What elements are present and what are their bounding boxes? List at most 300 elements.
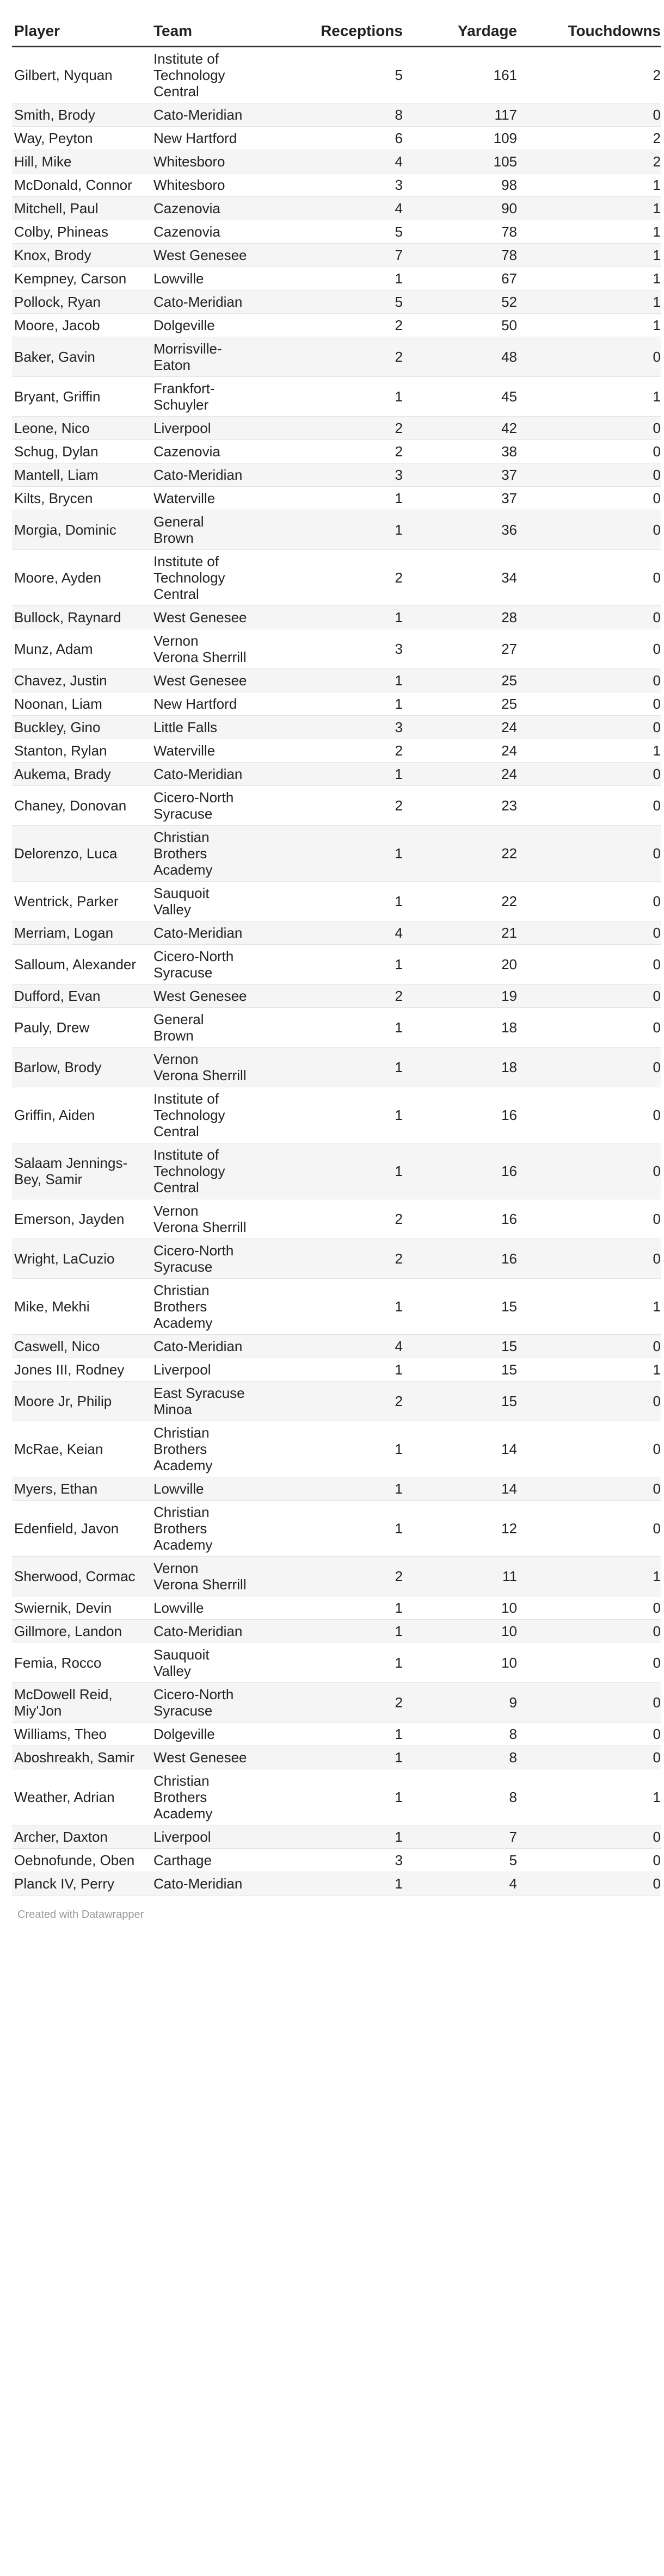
cell-receptions: 1 bbox=[251, 1643, 403, 1683]
cell-yardage: 10 bbox=[403, 1596, 517, 1620]
table-row bbox=[12, 510, 661, 550]
cell-yardage: 19 bbox=[403, 984, 517, 1008]
table-row bbox=[12, 1199, 661, 1239]
cell-touchdowns: 0 bbox=[517, 786, 661, 826]
cell-touchdowns: 0 bbox=[517, 550, 661, 606]
cell-yardage: 7 bbox=[403, 1825, 517, 1849]
cell-yardage: 109 bbox=[403, 127, 517, 150]
column-header-touchdowns[interactable]: Touchdowns bbox=[517, 16, 661, 47]
cell-touchdowns: 1 bbox=[517, 1769, 661, 1825]
cell-receptions: 1 bbox=[251, 1825, 403, 1849]
cell-team: Cato-Meridian bbox=[151, 763, 251, 786]
cell-player: Kempney, Carson bbox=[12, 267, 151, 290]
cell-touchdowns: 0 bbox=[517, 1199, 661, 1239]
table-row bbox=[12, 103, 661, 127]
cell-receptions: 1 bbox=[251, 945, 403, 984]
cell-touchdowns: 1 bbox=[517, 197, 661, 220]
cell-player: Baker, Gavin bbox=[12, 337, 151, 377]
cell-receptions: 5 bbox=[251, 290, 403, 314]
cell-receptions: 5 bbox=[251, 220, 403, 244]
cell-yardage: 52 bbox=[403, 290, 517, 314]
cell-team: Vernon Verona Sherrill bbox=[151, 1048, 251, 1087]
cell-touchdowns: 1 bbox=[517, 314, 661, 337]
table-row bbox=[12, 1501, 661, 1557]
cell-yardage: 16 bbox=[403, 1239, 517, 1279]
cell-team: West Genesee bbox=[151, 669, 251, 692]
cell-team: New Hartford bbox=[151, 692, 251, 716]
cell-yardage: 21 bbox=[403, 921, 517, 945]
cell-yardage: 78 bbox=[403, 244, 517, 267]
table-row bbox=[12, 786, 661, 826]
cell-receptions: 1 bbox=[251, 1279, 403, 1335]
table-row bbox=[12, 47, 661, 103]
cell-player: Weather, Adrian bbox=[12, 1769, 151, 1825]
receiving-stats-table bbox=[12, 16, 661, 1896]
cell-receptions: 2 bbox=[251, 337, 403, 377]
cell-touchdowns: 0 bbox=[517, 1825, 661, 1849]
cell-receptions: 4 bbox=[251, 921, 403, 945]
cell-receptions: 2 bbox=[251, 739, 403, 763]
cell-team: Cato-Meridian bbox=[151, 1335, 251, 1358]
cell-player: Noonan, Liam bbox=[12, 692, 151, 716]
cell-touchdowns: 1 bbox=[517, 290, 661, 314]
cell-player: Sherwood, Cormac bbox=[12, 1557, 151, 1596]
cell-team: Christian Brothers Academy bbox=[151, 1421, 251, 1477]
cell-touchdowns: 0 bbox=[517, 669, 661, 692]
table-row bbox=[12, 220, 661, 244]
table-row bbox=[12, 487, 661, 510]
cell-yardage: 11 bbox=[403, 1557, 517, 1596]
cell-player: Way, Peyton bbox=[12, 127, 151, 150]
cell-receptions: 1 bbox=[251, 826, 403, 882]
table-row bbox=[12, 1769, 661, 1825]
table-row bbox=[12, 150, 661, 174]
cell-player: Bryant, Griffin bbox=[12, 377, 151, 417]
cell-receptions: 6 bbox=[251, 127, 403, 150]
cell-receptions: 4 bbox=[251, 197, 403, 220]
cell-player: Griffin, Aiden bbox=[12, 1087, 151, 1143]
cell-team: Cato-Meridian bbox=[151, 290, 251, 314]
cell-receptions: 1 bbox=[251, 1143, 403, 1199]
cell-touchdowns: 0 bbox=[517, 1620, 661, 1643]
cell-receptions: 2 bbox=[251, 1683, 403, 1723]
cell-team: Cicero-North Syracuse bbox=[151, 945, 251, 984]
cell-touchdowns: 0 bbox=[517, 1683, 661, 1723]
table-row bbox=[12, 337, 661, 377]
cell-touchdowns: 0 bbox=[517, 1048, 661, 1087]
table-row bbox=[12, 1746, 661, 1769]
cell-player: Gilbert, Nyquan bbox=[12, 47, 151, 103]
table-row bbox=[12, 1335, 661, 1358]
cell-team: Whitesboro bbox=[151, 174, 251, 197]
cell-team: Institute of Technology Central bbox=[151, 1143, 251, 1199]
cell-player: Moore, Ayden bbox=[12, 550, 151, 606]
table-row bbox=[12, 1557, 661, 1596]
table-row bbox=[12, 669, 661, 692]
column-header-yardage[interactable]: Yardage bbox=[403, 16, 517, 47]
cell-receptions: 5 bbox=[251, 47, 403, 103]
table-row bbox=[12, 1849, 661, 1872]
cell-player: Munz, Adam bbox=[12, 629, 151, 669]
cell-touchdowns: 0 bbox=[517, 1335, 661, 1358]
cell-player: Knox, Brody bbox=[12, 244, 151, 267]
table-row bbox=[12, 1358, 661, 1382]
cell-yardage: 15 bbox=[403, 1335, 517, 1358]
cell-team: Christian Brothers Academy bbox=[151, 826, 251, 882]
cell-team: Morrisville-Eaton bbox=[151, 337, 251, 377]
cell-team: Cato-Meridian bbox=[151, 463, 251, 487]
cell-team: Christian Brothers Academy bbox=[151, 1769, 251, 1825]
cell-yardage: 105 bbox=[403, 150, 517, 174]
cell-team: Cazenovia bbox=[151, 220, 251, 244]
cell-touchdowns: 0 bbox=[517, 1723, 661, 1746]
cell-team: New Hartford bbox=[151, 127, 251, 150]
table-row bbox=[12, 606, 661, 629]
cell-team: West Genesee bbox=[151, 1746, 251, 1769]
cell-player: Edenfield, Javon bbox=[12, 1501, 151, 1557]
cell-yardage: 22 bbox=[403, 826, 517, 882]
table-row bbox=[12, 716, 661, 739]
cell-yardage: 4 bbox=[403, 1872, 517, 1896]
cell-team: Vernon Verona Sherrill bbox=[151, 629, 251, 669]
cell-team: Sauquoit Valley bbox=[151, 1643, 251, 1683]
cell-receptions: 1 bbox=[251, 510, 403, 550]
table-row bbox=[12, 1382, 661, 1421]
cell-team: Whitesboro bbox=[151, 150, 251, 174]
table-row bbox=[12, 174, 661, 197]
cell-player: Planck IV, Perry bbox=[12, 1872, 151, 1896]
cell-team: General Brown bbox=[151, 1008, 251, 1048]
cell-receptions: 4 bbox=[251, 1335, 403, 1358]
cell-receptions: 1 bbox=[251, 1048, 403, 1087]
table-row bbox=[12, 1683, 661, 1723]
cell-player: Pollock, Ryan bbox=[12, 290, 151, 314]
cell-touchdowns: 0 bbox=[517, 716, 661, 739]
cell-yardage: 24 bbox=[403, 739, 517, 763]
table-row bbox=[12, 1279, 661, 1335]
cell-yardage: 20 bbox=[403, 945, 517, 984]
cell-player: McDowell Reid, Miy'Jon bbox=[12, 1683, 151, 1723]
table-row bbox=[12, 440, 661, 463]
cell-touchdowns: 0 bbox=[517, 1382, 661, 1421]
cell-touchdowns: 2 bbox=[517, 47, 661, 103]
cell-yardage: 8 bbox=[403, 1769, 517, 1825]
table-row bbox=[12, 763, 661, 786]
cell-touchdowns: 0 bbox=[517, 1596, 661, 1620]
cell-receptions: 1 bbox=[251, 1596, 403, 1620]
cell-receptions: 1 bbox=[251, 1872, 403, 1896]
cell-yardage: 27 bbox=[403, 629, 517, 669]
table-row bbox=[12, 945, 661, 984]
cell-team: Vernon Verona Sherrill bbox=[151, 1199, 251, 1239]
cell-receptions: 2 bbox=[251, 1199, 403, 1239]
cell-team: Institute of Technology Central bbox=[151, 1087, 251, 1143]
cell-player: Jones III, Rodney bbox=[12, 1358, 151, 1382]
cell-yardage: 9 bbox=[403, 1683, 517, 1723]
cell-player: Morgia, Dominic bbox=[12, 510, 151, 550]
cell-team: Waterville bbox=[151, 487, 251, 510]
cell-player: Salloum, Alexander bbox=[12, 945, 151, 984]
cell-team: Liverpool bbox=[151, 1825, 251, 1849]
cell-receptions: 1 bbox=[251, 669, 403, 692]
cell-touchdowns: 0 bbox=[517, 1143, 661, 1199]
cell-touchdowns: 0 bbox=[517, 692, 661, 716]
cell-team: Cazenovia bbox=[151, 197, 251, 220]
cell-receptions: 1 bbox=[251, 882, 403, 921]
cell-team: Dolgeville bbox=[151, 1723, 251, 1746]
cell-yardage: 36 bbox=[403, 510, 517, 550]
cell-player: Aboshreakh, Samir bbox=[12, 1746, 151, 1769]
cell-team: West Genesee bbox=[151, 606, 251, 629]
cell-player: Moore Jr, Philip bbox=[12, 1382, 151, 1421]
cell-touchdowns: 0 bbox=[517, 1501, 661, 1557]
cell-receptions: 1 bbox=[251, 606, 403, 629]
cell-yardage: 38 bbox=[403, 440, 517, 463]
cell-player: Mike, Mekhi bbox=[12, 1279, 151, 1335]
cell-touchdowns: 0 bbox=[517, 440, 661, 463]
table-row bbox=[12, 127, 661, 150]
column-header-receptions[interactable]: Receptions bbox=[251, 16, 403, 47]
cell-touchdowns: 0 bbox=[517, 1746, 661, 1769]
cell-receptions: 1 bbox=[251, 1769, 403, 1825]
cell-player: Myers, Ethan bbox=[12, 1477, 151, 1501]
table-row bbox=[12, 1477, 661, 1501]
cell-player: Schug, Dylan bbox=[12, 440, 151, 463]
table-row bbox=[12, 377, 661, 417]
cell-team: Cicero-North Syracuse bbox=[151, 1683, 251, 1723]
cell-touchdowns: 1 bbox=[517, 244, 661, 267]
cell-receptions: 1 bbox=[251, 1501, 403, 1557]
cell-yardage: 16 bbox=[403, 1143, 517, 1199]
cell-yardage: 24 bbox=[403, 716, 517, 739]
cell-yardage: 42 bbox=[403, 417, 517, 440]
cell-yardage: 14 bbox=[403, 1421, 517, 1477]
cell-yardage: 161 bbox=[403, 47, 517, 103]
table-row bbox=[12, 882, 661, 921]
cell-touchdowns: 0 bbox=[517, 606, 661, 629]
table-row bbox=[12, 1143, 661, 1199]
cell-yardage: 67 bbox=[403, 267, 517, 290]
cell-yardage: 98 bbox=[403, 174, 517, 197]
cell-player: Leone, Nico bbox=[12, 417, 151, 440]
table-row bbox=[12, 1008, 661, 1048]
cell-team: East Syracuse Minoa bbox=[151, 1382, 251, 1421]
cell-touchdowns: 1 bbox=[517, 1279, 661, 1335]
table-row bbox=[12, 1620, 661, 1643]
cell-touchdowns: 0 bbox=[517, 510, 661, 550]
table-row bbox=[12, 314, 661, 337]
cell-player: Gillmore, Landon bbox=[12, 1620, 151, 1643]
cell-receptions: 2 bbox=[251, 984, 403, 1008]
cell-yardage: 34 bbox=[403, 550, 517, 606]
cell-touchdowns: 0 bbox=[517, 1872, 661, 1896]
cell-player: Hill, Mike bbox=[12, 150, 151, 174]
cell-receptions: 1 bbox=[251, 692, 403, 716]
cell-touchdowns: 0 bbox=[517, 1849, 661, 1872]
table-row bbox=[12, 244, 661, 267]
cell-team: General Brown bbox=[151, 510, 251, 550]
cell-player: Bullock, Raynard bbox=[12, 606, 151, 629]
cell-touchdowns: 0 bbox=[517, 337, 661, 377]
table-row bbox=[12, 1723, 661, 1746]
cell-touchdowns: 0 bbox=[517, 103, 661, 127]
cell-receptions: 2 bbox=[251, 1239, 403, 1279]
table-row bbox=[12, 1643, 661, 1683]
table-row bbox=[12, 1596, 661, 1620]
table-row bbox=[12, 692, 661, 716]
cell-player: Williams, Theo bbox=[12, 1723, 151, 1746]
column-header-team[interactable]: Team bbox=[151, 16, 251, 47]
cell-player: Archer, Daxton bbox=[12, 1825, 151, 1849]
cell-receptions: 1 bbox=[251, 1746, 403, 1769]
cell-receptions: 8 bbox=[251, 103, 403, 127]
cell-player: Femia, Rocco bbox=[12, 1643, 151, 1683]
cell-team: Christian Brothers Academy bbox=[151, 1501, 251, 1557]
cell-yardage: 8 bbox=[403, 1746, 517, 1769]
cell-yardage: 15 bbox=[403, 1382, 517, 1421]
cell-receptions: 1 bbox=[251, 1087, 403, 1143]
table-row bbox=[12, 984, 661, 1008]
cell-team: Institute of Technology Central bbox=[151, 47, 251, 103]
cell-player: Emerson, Jayden bbox=[12, 1199, 151, 1239]
cell-touchdowns: 0 bbox=[517, 945, 661, 984]
cell-player: Barlow, Brody bbox=[12, 1048, 151, 1087]
cell-player: Caswell, Nico bbox=[12, 1335, 151, 1358]
cell-touchdowns: 0 bbox=[517, 1643, 661, 1683]
cell-team: Christian Brothers Academy bbox=[151, 1279, 251, 1335]
cell-touchdowns: 0 bbox=[517, 984, 661, 1008]
cell-team: Lowville bbox=[151, 1477, 251, 1501]
table-row bbox=[12, 629, 661, 669]
cell-yardage: 16 bbox=[403, 1087, 517, 1143]
cell-team: Little Falls bbox=[151, 716, 251, 739]
table-row bbox=[12, 1048, 661, 1087]
cell-touchdowns: 0 bbox=[517, 1477, 661, 1501]
cell-team: West Genesee bbox=[151, 244, 251, 267]
cell-team: Sauquoit Valley bbox=[151, 882, 251, 921]
header-row bbox=[12, 16, 661, 47]
cell-player: Pauly, Drew bbox=[12, 1008, 151, 1048]
cell-receptions: 1 bbox=[251, 1620, 403, 1643]
cell-player: Wentrick, Parker bbox=[12, 882, 151, 921]
cell-player: Aukema, Brady bbox=[12, 763, 151, 786]
cell-receptions: 4 bbox=[251, 150, 403, 174]
cell-touchdowns: 0 bbox=[517, 1087, 661, 1143]
cell-receptions: 1 bbox=[251, 763, 403, 786]
cell-receptions: 3 bbox=[251, 174, 403, 197]
cell-touchdowns: 0 bbox=[517, 463, 661, 487]
cell-receptions: 1 bbox=[251, 487, 403, 510]
table-row bbox=[12, 417, 661, 440]
cell-player: Mitchell, Paul bbox=[12, 197, 151, 220]
cell-player: Moore, Jacob bbox=[12, 314, 151, 337]
cell-team: Cato-Meridian bbox=[151, 921, 251, 945]
cell-yardage: 5 bbox=[403, 1849, 517, 1872]
cell-yardage: 15 bbox=[403, 1279, 517, 1335]
cell-player: Colby, Phineas bbox=[12, 220, 151, 244]
cell-receptions: 3 bbox=[251, 463, 403, 487]
cell-team: Cato-Meridian bbox=[151, 103, 251, 127]
cell-team: Cato-Meridian bbox=[151, 1620, 251, 1643]
cell-yardage: 10 bbox=[403, 1620, 517, 1643]
cell-yardage: 12 bbox=[403, 1501, 517, 1557]
cell-player: Oebnofunde, Oben bbox=[12, 1849, 151, 1872]
cell-receptions: 3 bbox=[251, 629, 403, 669]
cell-yardage: 25 bbox=[403, 692, 517, 716]
cell-yardage: 15 bbox=[403, 1358, 517, 1382]
cell-yardage: 8 bbox=[403, 1723, 517, 1746]
datawrapper-credit[interactable]: Created with Datawrapper bbox=[17, 1909, 144, 1921]
cell-yardage: 117 bbox=[403, 103, 517, 127]
cell-team: West Genesee bbox=[151, 984, 251, 1008]
table-row bbox=[12, 1239, 661, 1279]
cell-yardage: 25 bbox=[403, 669, 517, 692]
cell-receptions: 2 bbox=[251, 314, 403, 337]
cell-touchdowns: 1 bbox=[517, 1557, 661, 1596]
cell-yardage: 37 bbox=[403, 487, 517, 510]
cell-team: Lowville bbox=[151, 267, 251, 290]
cell-touchdowns: 0 bbox=[517, 629, 661, 669]
table-row bbox=[12, 290, 661, 314]
cell-receptions: 2 bbox=[251, 786, 403, 826]
cell-yardage: 78 bbox=[403, 220, 517, 244]
cell-team: Cicero-North Syracuse bbox=[151, 1239, 251, 1279]
cell-receptions: 2 bbox=[251, 550, 403, 606]
cell-receptions: 3 bbox=[251, 1849, 403, 1872]
cell-touchdowns: 0 bbox=[517, 1239, 661, 1279]
cell-touchdowns: 2 bbox=[517, 150, 661, 174]
cell-player: McRae, Keian bbox=[12, 1421, 151, 1477]
table-row bbox=[12, 267, 661, 290]
table-row bbox=[12, 921, 661, 945]
cell-yardage: 37 bbox=[403, 463, 517, 487]
cell-receptions: 2 bbox=[251, 417, 403, 440]
cell-yardage: 48 bbox=[403, 337, 517, 377]
cell-receptions: 1 bbox=[251, 1477, 403, 1501]
cell-yardage: 16 bbox=[403, 1199, 517, 1239]
cell-player: Merriam, Logan bbox=[12, 921, 151, 945]
table-row bbox=[12, 739, 661, 763]
cell-team: Institute of Technology Central bbox=[151, 550, 251, 606]
table-header bbox=[12, 16, 661, 47]
cell-touchdowns: 0 bbox=[517, 1008, 661, 1048]
cell-receptions: 1 bbox=[251, 1421, 403, 1477]
cell-receptions: 7 bbox=[251, 244, 403, 267]
table-body bbox=[12, 47, 661, 1896]
cell-receptions: 2 bbox=[251, 1557, 403, 1596]
cell-yardage: 14 bbox=[403, 1477, 517, 1501]
table-row bbox=[12, 1872, 661, 1896]
cell-touchdowns: 0 bbox=[517, 826, 661, 882]
cell-team: Cicero-North Syracuse bbox=[151, 786, 251, 826]
cell-player: Smith, Brody bbox=[12, 103, 151, 127]
cell-touchdowns: 0 bbox=[517, 882, 661, 921]
cell-touchdowns: 0 bbox=[517, 1421, 661, 1477]
cell-yardage: 18 bbox=[403, 1048, 517, 1087]
column-header-player[interactable]: Player bbox=[12, 16, 151, 47]
cell-yardage: 10 bbox=[403, 1643, 517, 1683]
cell-receptions: 1 bbox=[251, 1008, 403, 1048]
cell-touchdowns: 0 bbox=[517, 487, 661, 510]
cell-touchdowns: 1 bbox=[517, 377, 661, 417]
cell-yardage: 45 bbox=[403, 377, 517, 417]
cell-receptions: 1 bbox=[251, 1358, 403, 1382]
cell-touchdowns: 0 bbox=[517, 921, 661, 945]
cell-yardage: 90 bbox=[403, 197, 517, 220]
cell-player: Stanton, Rylan bbox=[12, 739, 151, 763]
cell-player: Kilts, Brycen bbox=[12, 487, 151, 510]
cell-yardage: 50 bbox=[403, 314, 517, 337]
